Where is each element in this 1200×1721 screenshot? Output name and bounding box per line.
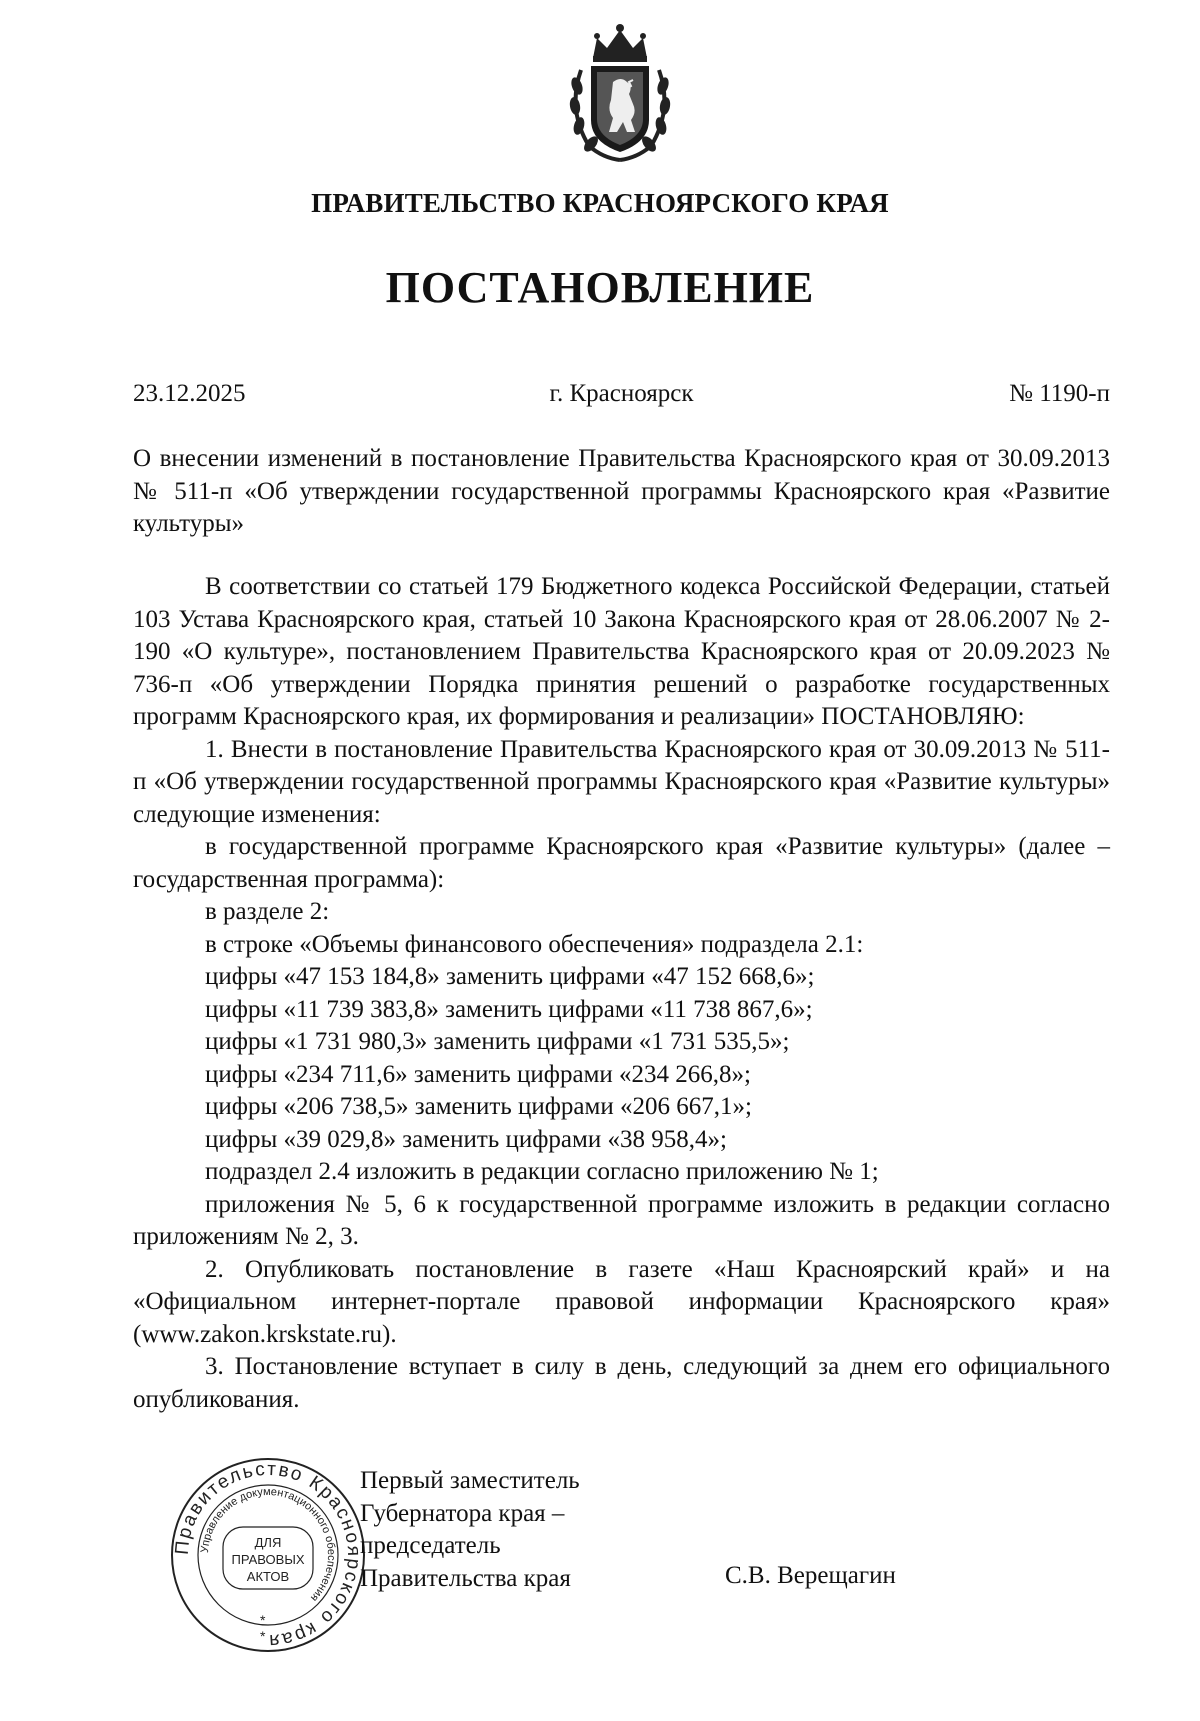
official-stamp bbox=[168, 1455, 368, 1655]
document-type: ПОСТАНОВЛЕНИЕ bbox=[385, 263, 815, 312]
stamp-middle-text: Управление документационного обеспечения bbox=[198, 1485, 338, 1604]
item-1-program-paragraph: в государственной программе Красноярского края «Развитие культуры» (далее – государственная программа): bbox=[133, 833, 1110, 893]
item-2-paragraph: 2. Опубликовать постановление в газете «Наш Красноярский край» и на «Официальном интернет-портале правовой информации Красноярского края» (www.zakon.krskstate.ru). bbox=[133, 1255, 1110, 1348]
stamp-center-line: ПРАВОВЫХ bbox=[231, 1552, 305, 1567]
document-meta bbox=[133, 380, 1110, 416]
signatory-position-line: председатель bbox=[360, 1532, 501, 1559]
signatory-position-line: Первый заместитель bbox=[360, 1467, 580, 1494]
stamp-outer-text: Правительство Красноярского края bbox=[171, 1458, 365, 1652]
document-number: № 1190-п bbox=[1009, 380, 1110, 407]
document-title-block bbox=[133, 443, 1110, 541]
star-icon: * bbox=[260, 1628, 266, 1644]
signature-block bbox=[0, 1455, 1200, 1695]
change-line: цифры «234 711,6» заменить цифрами «234 266,8»; bbox=[205, 1060, 751, 1088]
signatory-position bbox=[360, 1465, 580, 1595]
change-line: цифры «1 731 980,3» заменить цифрами «1 731 535,5»; bbox=[205, 1028, 790, 1055]
signatory-position-line: Правительства края bbox=[360, 1564, 571, 1592]
signatory-name: С.В. Верещагин bbox=[725, 1562, 896, 1589]
stamp-center-line: ДЛЯ bbox=[254, 1535, 282, 1550]
document-city: г. Красноярск bbox=[549, 380, 694, 407]
item-1-row-line: в строке «Объемы финансового обеспечения» подраздела 2.1: bbox=[205, 930, 864, 958]
item-1-paragraph: 1. Внести в постановление Правительства Красноярского края от 30.09.2013 № 511-п «Об утверждении государственной программы Красноярского края «Развитие культуры» следующие изменения: bbox=[133, 735, 1110, 828]
preamble-paragraph: В соответствии со статьей 179 Бюджетного кодекса Российской Федерации, статьей 103 Устава Красноярского края, статьей 10 Закона Красноярского края от 28.06.2007 № 2-190 «О культуре», постановлением Правительства Красноярского края от 20.09.2023 № 736-п «Об утверждении Порядка принятия решений о разработке государственных программ Красноярского края, их формирования и реализации» ПОСТАНОВЛЯЮ: bbox=[133, 573, 1110, 730]
change-line: цифры «11 739 383,8» заменить цифрами «11 738 867,6»; bbox=[205, 995, 813, 1023]
change-line: цифры «47 153 184,8» заменить цифрами «47 152 668,6»; bbox=[205, 963, 815, 990]
change-line: цифры «39 029,8» заменить цифрами «38 958,4»; bbox=[205, 1125, 727, 1153]
stamp-center-line: АКТОВ bbox=[246, 1569, 290, 1584]
krasnoyarsk-coat-of-arms-icon bbox=[563, 20, 677, 166]
change-line: цифры «206 738,5» заменить цифрами «206 667,1»; bbox=[205, 1093, 752, 1120]
item-3-paragraph: 3. Постановление вступает в силу в день, следующий за днем его официального опубликования. bbox=[133, 1353, 1110, 1413]
signatory-position-line: Губернатора края – bbox=[360, 1499, 565, 1527]
document-body bbox=[133, 571, 1110, 1416]
item-1-appendices-paragraph: приложения № 5, 6 к государственной программе изложить в редакции согласно приложениям № 2, 3. bbox=[133, 1190, 1110, 1250]
item-1-section-line: в разделе 2: bbox=[205, 898, 330, 925]
organization-name: ПРАВИТЕЛЬСТВО КРАСНОЯРСКОГО КРАЯ bbox=[311, 188, 889, 218]
document-date: 23.12.2025 bbox=[133, 380, 246, 407]
item-1-subsection-line: подраздел 2.4 изложить в редакции согласно приложению № 1; bbox=[205, 1158, 879, 1185]
document-title: О внесении изменений в постановление Правительства Красноярского края от 30.09.2013 № 511-п «Об утверждении государственной программы Красноярского края «Развитие культуры» bbox=[133, 445, 1110, 537]
star-icon: * bbox=[260, 1612, 266, 1628]
